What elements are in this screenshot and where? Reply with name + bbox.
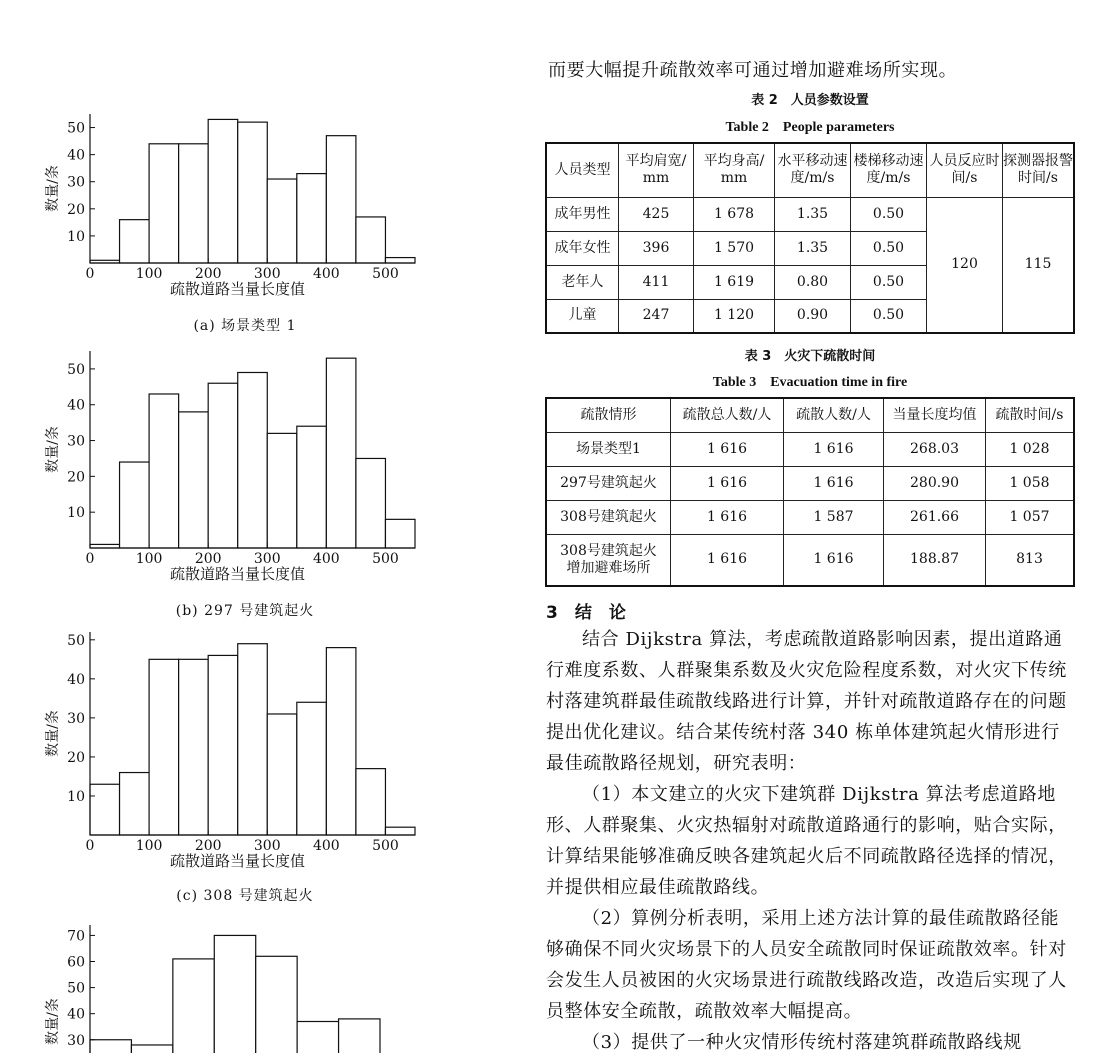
table3-cell: 280.90: [884, 466, 986, 500]
histogram-bar: [356, 769, 386, 835]
table2-cell: 247: [619, 299, 694, 333]
table3-cell: 1 028: [986, 432, 1075, 466]
histogram-bar: [238, 644, 268, 835]
histogram-bar: [339, 1019, 380, 1053]
y-tick-label: 10: [67, 228, 85, 245]
histogram-bar: [149, 144, 179, 263]
histogram-bar: [90, 1040, 131, 1053]
y-axis-label: 数量/条: [45, 710, 61, 757]
table2-cell: 成年男性: [546, 197, 619, 231]
x-tick-label: 200: [194, 551, 222, 567]
table3-cell: 268.03: [884, 432, 986, 466]
y-tick-label: 60: [67, 954, 85, 971]
x-tick-label: 400: [312, 838, 340, 854]
table-row: [546, 500, 1074, 534]
table2-cell: 0.50: [851, 265, 927, 299]
y-tick-label: 70: [67, 928, 85, 945]
histogram-bar: [385, 519, 415, 548]
histogram-b: [40, 345, 430, 630]
section-heading: 3 结 论: [546, 603, 626, 623]
table2-cell: 成年女性: [546, 231, 619, 265]
table2-cell: 1 570: [694, 231, 775, 265]
histogram-d: [40, 920, 430, 1053]
histogram-bar: [120, 462, 150, 548]
table3-cell: 1 587: [784, 500, 884, 534]
histogram-bar: [149, 394, 179, 548]
y-tick-label: 10: [67, 788, 85, 805]
histogram-bar: [297, 1022, 338, 1054]
paragraph: （3）提供了一种火灾情形传统村落建筑群疏散路线规: [582, 1032, 1022, 1053]
histogram-bar: [256, 956, 297, 1053]
histogram-bar: [326, 136, 356, 263]
table3-header: 疏散总人数/人: [671, 398, 784, 432]
table2-cell: 老年人: [546, 265, 619, 299]
table-row: [546, 197, 1074, 231]
table2: [545, 142, 1075, 334]
table2-cell: 0.90: [775, 299, 851, 333]
y-tick-label: 40: [67, 1006, 85, 1023]
x-tick-label: 0: [85, 551, 95, 567]
table3-cell: 1 616: [671, 432, 784, 466]
histogram-bar: [326, 648, 356, 835]
x-axis-label: 疏散道路当量长度值: [169, 565, 306, 583]
histogram-bar: [179, 659, 209, 835]
histogram-bar: [179, 412, 209, 548]
histogram-a: [40, 60, 430, 345]
table3-caption-cn: 表 3 火灾下疏散时间: [744, 349, 876, 364]
histogram-bar: [297, 426, 327, 548]
histogram-bar: [385, 258, 415, 263]
histogram-bar: [326, 358, 356, 548]
table2-cell: 1.35: [775, 197, 851, 231]
x-tick-label: 400: [312, 266, 340, 282]
paragraph: 结合 Dijkstra 算法，考虑疏散道路影响因素，提出道路通行难度系数、人群聚集系数及火灾危险程度系数，对火灾下传统村落建筑群最佳疏散线路进行计算，并针对疏散道路存在的问题提出优化建议。结合某传统村落 340 栋单体建筑起火情形进行最佳疏散路径规划，研究表明：: [546, 629, 1067, 774]
table3-cell: 1 616: [671, 466, 784, 500]
table3-cell: 1 616: [784, 534, 884, 586]
conclusion-text: [546, 624, 1076, 1058]
y-axis-label: 数量/条: [45, 165, 61, 212]
x-tick-label: 500: [372, 551, 399, 567]
histogram-bar: [385, 827, 415, 835]
table2-cell: 1 619: [694, 265, 775, 299]
y-tick-label: 20: [67, 201, 85, 218]
table3-cell: 813: [986, 534, 1075, 586]
histogram-c: [40, 630, 430, 915]
table3-cell: 1 616: [671, 500, 784, 534]
x-tick-label: 0: [85, 266, 95, 282]
table2-cell: 0.50: [851, 231, 927, 265]
histogram-bar: [120, 220, 150, 263]
table3-cell: 1 616: [784, 466, 884, 500]
histogram-bar: [90, 784, 120, 835]
table2-header: 人员反应时间/s: [927, 143, 1003, 197]
table3-header: 疏散情形: [546, 398, 671, 432]
top-sentence: 而要大幅提升疏散效率可通过增加避难场所实现。: [548, 60, 958, 81]
histogram-bar: [208, 119, 238, 263]
histogram-bar: [267, 714, 297, 835]
table3-cell: 308号建筑起火: [546, 500, 671, 534]
y-tick-label: 40: [67, 397, 85, 414]
table3-header: 疏散时间/s: [986, 398, 1075, 432]
x-tick-label: 300: [253, 266, 281, 282]
table3-cell: 1 058: [986, 466, 1075, 500]
table2-caption-en: Table 2 People parameters: [725, 120, 895, 135]
table2-cell: 0.50: [851, 299, 927, 333]
histogram-bar: [120, 773, 150, 835]
x-tick-label: 0: [85, 838, 95, 854]
table2-header: 探测器报警时间/s: [1003, 143, 1075, 197]
x-tick-label: 500: [372, 266, 399, 282]
y-tick-label: 30: [67, 710, 85, 727]
table2-cell: 0.80: [775, 265, 851, 299]
table3-cell: 308号建筑起火增加避难场所: [546, 534, 671, 586]
table2-cell: 411: [619, 265, 694, 299]
x-axis-label: 疏散道路当量长度值: [169, 852, 306, 870]
table2-cell: 1 678: [694, 197, 775, 231]
table2-reaction-time: 120: [927, 197, 1003, 333]
histogram-bar: [214, 935, 255, 1053]
table2-cell: 396: [619, 231, 694, 265]
table2-header-row: [546, 143, 1074, 197]
x-tick-label: 100: [135, 838, 163, 854]
table2-header: 水平移动速度/m/s: [775, 143, 851, 197]
x-axis-label: 疏散道路当量长度值: [169, 280, 306, 298]
table3-cell: 188.87: [884, 534, 986, 586]
x-tick-label: 400: [312, 551, 340, 567]
y-tick-label: 50: [67, 980, 85, 997]
table2-header: 平均身高/ mm: [694, 143, 775, 197]
caption-b: (b) 297 号建筑起火: [175, 603, 315, 619]
histogram-bar: [179, 144, 209, 263]
histogram-bar: [267, 179, 297, 263]
table2-cell: 425: [619, 197, 694, 231]
y-axis-label: 数量/条: [45, 998, 61, 1045]
table3-cell: 1 616: [671, 534, 784, 586]
histogram-bar: [297, 702, 327, 835]
y-tick-label: 30: [67, 433, 85, 450]
y-tick-label: 50: [67, 632, 85, 649]
table-row: [546, 534, 1074, 586]
histogram-bar: [297, 174, 327, 263]
y-axis-label: 数量/条: [45, 426, 61, 473]
histogram-bar: [208, 655, 238, 835]
table2-caption-cn: 表 2 人员参数设置: [751, 93, 869, 108]
table2-cell: 1.35: [775, 231, 851, 265]
x-tick-label: 100: [135, 266, 163, 282]
histogram-bar: [131, 1045, 172, 1053]
table3-cell: 场景类型1: [546, 432, 671, 466]
table3-cell: 1 616: [784, 432, 884, 466]
table3: [545, 397, 1075, 587]
table3-header: 当量长度均值: [884, 398, 986, 432]
y-tick-label: 30: [67, 1032, 85, 1049]
histogram-bar: [149, 659, 179, 835]
histogram-bar: [208, 383, 238, 548]
table2-cell: 1 120: [694, 299, 775, 333]
histogram-bar: [356, 458, 386, 548]
histogram-bar: [267, 433, 297, 548]
table2-header: 平均肩宽/ mm: [619, 143, 694, 197]
y-tick-label: 40: [67, 671, 85, 688]
table2-alarm-time: 115: [1003, 197, 1075, 333]
x-tick-label: 300: [253, 838, 281, 854]
table2-cell: 儿童: [546, 299, 619, 333]
caption-c: (c) 308 号建筑起火: [176, 888, 314, 904]
y-tick-label: 50: [67, 361, 85, 378]
table2-header: 人员类型: [546, 143, 619, 197]
caption-a: (a) 场景类型 1: [193, 318, 297, 334]
y-tick-label: 20: [67, 749, 85, 766]
y-tick-label: 50: [67, 120, 85, 137]
histogram-bar: [173, 959, 214, 1053]
paragraph: （2）算例分析表明，采用上述方法计算的最佳疏散路径能够确保不同火灾场景下的人员安全疏散同时保证疏散效率。针对会发生人员被困的火灾场景进行疏散线路改造，改造后实现了人员整体安全疏散，疏散效率大幅提高。: [546, 908, 1067, 1022]
histogram-bar: [238, 372, 268, 548]
table3-cell: 261.66: [884, 500, 986, 534]
table-row: [546, 466, 1074, 500]
histogram-bar: [356, 217, 386, 263]
table2-header: 楼梯移动速度/m/s: [851, 143, 927, 197]
table3-cell: 1 057: [986, 500, 1075, 534]
x-tick-label: 300: [253, 551, 281, 567]
x-tick-label: 200: [194, 266, 222, 282]
table3-caption-en: Table 3 Evacuation time in fire: [712, 375, 908, 390]
table3-header-row: [546, 398, 1074, 432]
x-tick-label: 200: [194, 838, 222, 854]
x-tick-label: 100: [135, 551, 163, 567]
y-tick-label: 40: [67, 147, 85, 164]
y-tick-label: 30: [67, 174, 85, 191]
table-row: [546, 432, 1074, 466]
histogram-bar: [238, 122, 268, 263]
table3-header: 疏散人数/人: [784, 398, 884, 432]
x-tick-label: 500: [372, 838, 399, 854]
y-tick-label: 10: [67, 505, 85, 522]
y-tick-label: 20: [67, 469, 85, 486]
paragraph: （1）本文建立的火灾下建筑群 Dijkstra 算法考虑道路地形、人群聚集、火灾热辐射对疏散道路通行的影响，贴合实际，计算结果能够准确反映各建筑起火后不同疏散路径选择的情况，并提供相应最佳疏散路线。: [546, 784, 1067, 898]
table3-cell: 297号建筑起火: [546, 466, 671, 500]
table2-cell: 0.50: [851, 197, 927, 231]
